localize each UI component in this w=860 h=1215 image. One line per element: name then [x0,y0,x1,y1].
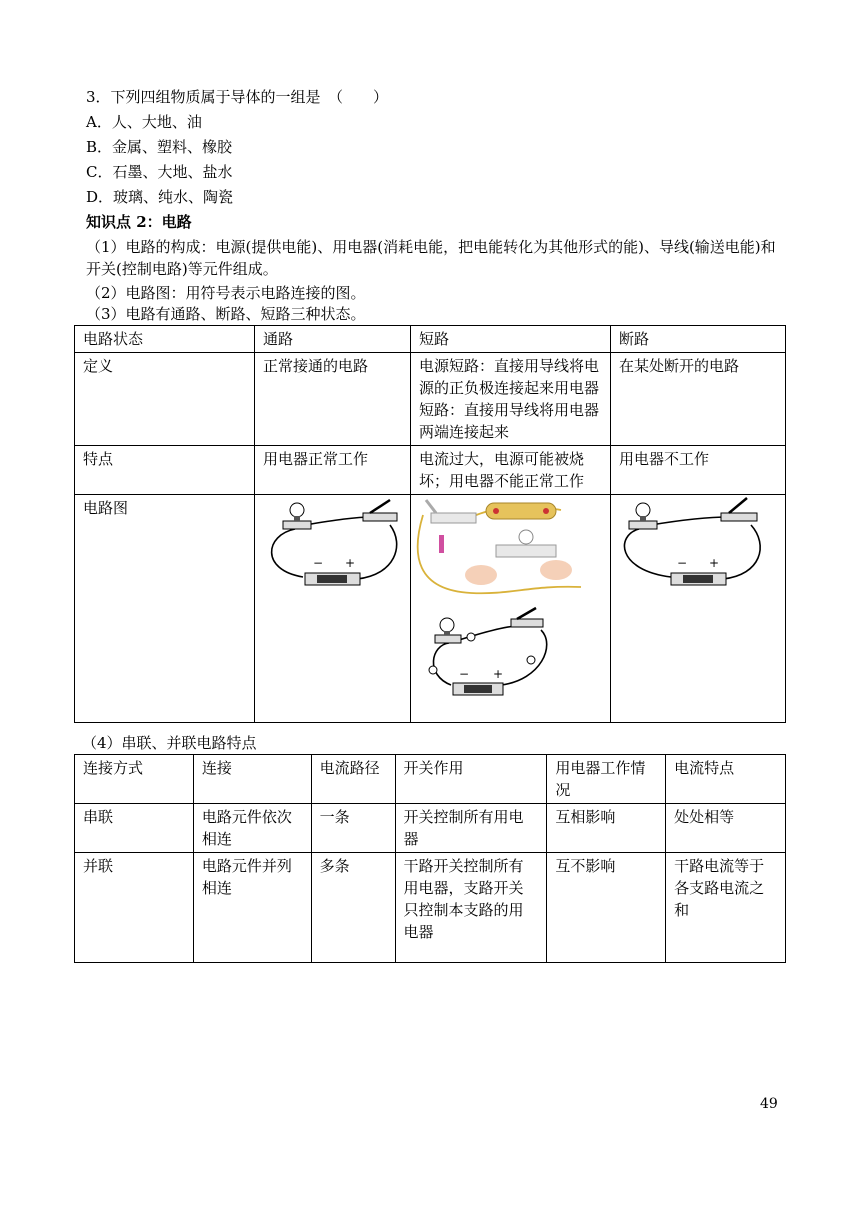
option-c: C．石墨、大地、盐水 [86,163,233,181]
cell: 干路电流等于各支路电流之和 [666,853,786,963]
short-circuit-diagram [411,495,610,720]
header-cell: 连接 [193,755,311,804]
table-row [75,853,786,963]
cell: 并联 [75,853,194,963]
section-4-heading: （4）串联、并联电路特点 [82,734,257,752]
cell: 电流过大，电源可能被烧坏；用电器不能正常工作 [411,446,611,495]
cell: 在某处断开的电路 [611,353,786,446]
cell: 电路元件并列相连 [193,853,311,963]
svg-text:−: − [459,667,470,681]
page-number: 49 [760,1096,778,1112]
svg-text:+: + [345,556,356,570]
circuit-state-table [74,325,786,723]
section-heading: 知识点 2：电路 [86,213,192,231]
cell: 正常接通的电路 [255,353,411,446]
header-cell: 断路 [611,326,786,353]
open-circuit-diagram [611,495,785,595]
cell: 互不影响 [547,853,666,963]
header-cell: 电流特点 [666,755,786,804]
paragraph-3: （3）电路有通路、断路、短路三种状态。 [86,305,366,323]
svg-text:−: − [313,556,324,570]
cell: 用电器正常工作 [255,446,411,495]
cell: 一条 [311,804,395,853]
paragraph-2: （2）电路图：用符号表示电路连接的图。 [86,284,366,302]
header-cell: 通路 [255,326,411,353]
closed-circuit-figure-cell [255,495,411,723]
open-circuit-figure-cell [611,495,786,723]
header-cell: 电流路径 [311,755,395,804]
cell: 用电器不工作 [611,446,786,495]
header-cell: 电路状态 [75,326,255,353]
header-cell: 短路 [411,326,611,353]
header-cell: 用电器工作情况 [547,755,666,804]
table-row [75,804,786,853]
cell: 开关控制所有用电器 [395,804,547,853]
table-row [75,755,786,804]
cell: 电路图 [75,495,255,723]
cell: 电源短路：直接用导线将电源的正负极连接起来用电器短路：直接用导线将用电器两端连接起来 [411,353,611,446]
header-cell: 开关作用 [395,755,547,804]
cell: 串联 [75,804,194,853]
cell: 电路元件依次相连 [193,804,311,853]
table-row [75,495,786,723]
question-stem: 3．下列四组物质属于导体的一组是 （ ） [86,88,389,106]
table-row [75,326,786,353]
svg-text:+: + [709,556,720,570]
cell: 多条 [311,853,395,963]
option-d: D．玻璃、纯水、陶瓷 [86,188,234,206]
cell: 特点 [75,446,255,495]
cell: 处处相等 [666,804,786,853]
svg-text:−: − [677,556,688,570]
cell: 互相影响 [547,804,666,853]
table-row [75,353,786,446]
option-b: B．金属、塑料、橡胶 [86,138,233,156]
cell: 干路开关控制所有用电器，支路开关只控制本支路的用电器 [395,853,547,963]
closed-circuit-diagram [255,495,410,595]
option-a: A．人、大地、油 [86,113,202,131]
cell: 定义 [75,353,255,446]
header-cell: 连接方式 [75,755,194,804]
paragraph-1: （1）电路的构成：电源(提供电能)、用电器(消耗电能，把电能转化为其他形式的能)、导线(输送电能)和开关(控制电路)等元件组成。 [86,238,776,278]
short-circuit-figure-cell [411,495,611,723]
table-row [75,446,786,495]
series-parallel-table [74,754,786,963]
svg-text:+: + [493,667,504,681]
